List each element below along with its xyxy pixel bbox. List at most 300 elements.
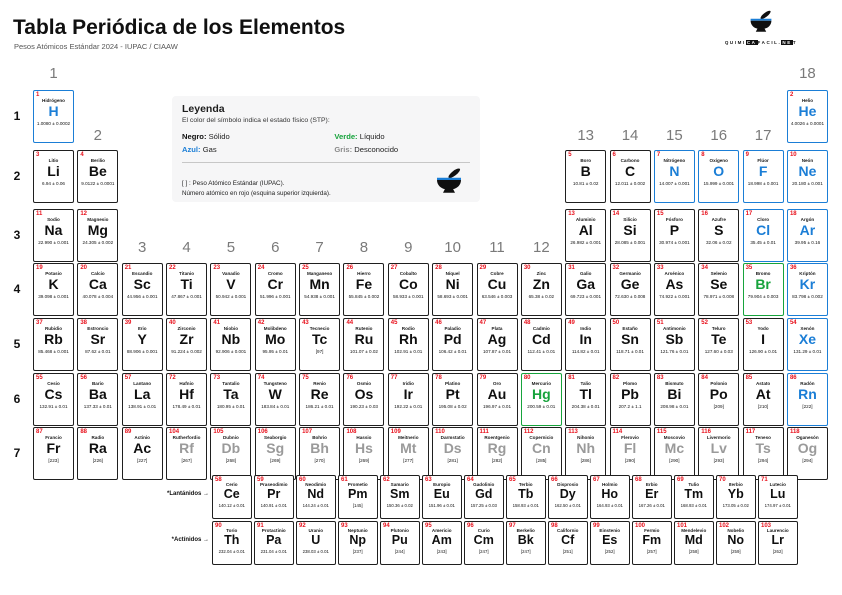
element-cell-Ac	[122, 427, 163, 480]
atomic-number: 109	[390, 428, 401, 435]
element-name: Calcio	[90, 270, 105, 276]
atomic-number: 88	[80, 428, 88, 435]
element-symbol: Cm	[473, 533, 494, 548]
element-cell-Sm	[380, 475, 420, 519]
element-symbol: Np	[349, 533, 367, 548]
element-cell-Sr	[77, 318, 118, 371]
atomic-number: 82	[612, 374, 620, 381]
element-name: Berilio	[90, 157, 105, 163]
atomic-weight: 127.60 ± 0.03	[704, 348, 733, 354]
atomic-weight: 9.0122 ± 0.0001	[81, 180, 115, 186]
element-name: Kriptón	[799, 270, 816, 276]
atomic-weight: [210]	[757, 403, 769, 409]
legend-state-desc: Gas	[202, 145, 217, 154]
atomic-number: 69	[677, 476, 684, 483]
group-label-11: 11	[489, 239, 505, 256]
period-label-2: 2	[13, 169, 21, 183]
element-name: Neón	[801, 157, 814, 163]
group-label-1: 1	[49, 65, 58, 82]
atomic-number: 75	[302, 374, 309, 381]
element-symbol: Sc	[133, 276, 151, 293]
element-cell-Ho	[590, 475, 630, 519]
group-label-13: 13	[577, 127, 595, 144]
element-name: Cerio	[225, 481, 238, 487]
atomic-weight: 190.23 ± 0.03	[349, 403, 378, 409]
atomic-weight: 173.05 ± 0.02	[722, 502, 749, 508]
atomic-number: 92	[299, 522, 306, 529]
lanthanides-label: *Lantánidos →	[166, 491, 209, 497]
atomic-weight: 32.06 ± 0.02	[705, 239, 732, 245]
atomic-weight: [282]	[491, 457, 503, 463]
legend-note-number: Número atómico en rojo (esquina superior izquierda).	[182, 189, 331, 197]
element-name: Plutonio	[390, 527, 409, 533]
element-symbol: Db	[221, 440, 241, 457]
atomic-number: 99	[593, 522, 600, 529]
element-symbol: Am	[431, 533, 452, 548]
element-symbol: U	[311, 533, 321, 548]
element-cell-Ca	[77, 263, 118, 316]
atomic-weight: 183.84 ± 0.01	[261, 403, 290, 409]
atomic-weight: [290]	[624, 457, 636, 463]
element-cell-Ru	[343, 318, 384, 371]
atomic-number: 61	[341, 476, 348, 483]
element-cell-Bk	[506, 521, 546, 565]
element-name: Disprosio	[557, 481, 579, 487]
element-name: Fósforo	[665, 216, 683, 222]
element-name: Rutherfordio	[172, 434, 201, 440]
legend-panel	[172, 96, 480, 202]
group-label-8: 8	[359, 239, 369, 256]
element-cell-Tm	[674, 475, 714, 519]
atomic-weight: 118.71 ± 0.01	[616, 348, 644, 354]
element-name: Iterbio	[728, 481, 743, 487]
atomic-number: 118	[789, 428, 800, 435]
atomic-weight: 44.956 ± 0.001	[126, 293, 158, 299]
element-cell-Zr	[166, 318, 207, 371]
element-cell-Ds	[432, 427, 473, 480]
atomic-number: 3	[36, 151, 40, 158]
atomic-number: 67	[593, 476, 600, 483]
atomic-weight: [243]	[436, 548, 447, 554]
atomic-weight: 102.91 ± 0.01	[394, 348, 423, 354]
element-symbol: Ra	[88, 440, 107, 457]
atomic-weight: 74.922 ± 0.001	[659, 293, 690, 299]
element-name: Germanio	[619, 270, 641, 276]
element-symbol: Pr	[267, 487, 281, 502]
element-symbol: In	[579, 331, 592, 348]
element-name: Yodo	[757, 325, 769, 331]
atomic-weight: 58.933 ± 0.001	[392, 293, 424, 299]
atomic-number: 20	[80, 264, 88, 271]
element-symbol: Ti	[180, 276, 193, 293]
atomic-weight: 107.87 ± 0.01	[482, 348, 512, 354]
element-name: Silicio	[623, 216, 637, 222]
element-symbol: Mt	[400, 440, 417, 457]
atomic-number: 59	[257, 476, 264, 483]
atomic-weight: 24.305 ± 0.002	[82, 239, 114, 245]
atomic-weight: 131.29 ± 0.01	[793, 348, 822, 354]
element-name: Californio	[557, 527, 579, 533]
atomic-number: 115	[656, 428, 667, 435]
element-name: Plata	[491, 325, 503, 331]
element-symbol: Dy	[559, 487, 576, 502]
element-name: Flerovio	[621, 434, 639, 440]
element-symbol: Ho	[601, 487, 619, 502]
atomic-number: 23	[213, 264, 221, 271]
atomic-number: 54	[789, 319, 797, 326]
element-cell-H	[33, 90, 74, 143]
element-cell-Hg	[521, 373, 562, 426]
element-cell-Nh	[565, 427, 606, 480]
element-symbol: V	[226, 276, 236, 293]
element-symbol: Ni	[445, 276, 460, 293]
atomic-number: 32	[612, 264, 620, 271]
atomic-number: 17	[745, 210, 753, 217]
element-name: Magnesio	[87, 216, 109, 222]
element-name: Laurencio	[766, 527, 789, 533]
atomic-weight: [277]	[403, 457, 414, 463]
atomic-weight: 30.974 ± 0.001	[659, 239, 690, 245]
element-name: Arsénico	[664, 270, 685, 276]
atomic-weight: 47.867 ± 0.001	[171, 293, 202, 299]
atomic-number: 117	[745, 428, 756, 435]
element-name: Rutenio	[355, 325, 373, 331]
element-cell-Ta	[210, 373, 251, 426]
element-name: Radio	[91, 434, 105, 440]
element-symbol: Cu	[487, 276, 507, 293]
element-name: Rubidio	[44, 325, 63, 331]
atomic-number: 101	[677, 522, 688, 529]
element-symbol: Tl	[579, 386, 592, 403]
atomic-weight: 6.94 ± 0.06	[42, 180, 65, 186]
element-name: Talio	[580, 380, 591, 386]
atomic-number: 76	[346, 374, 354, 381]
element-symbol: Cd	[532, 331, 551, 348]
atomic-weight: 28.085 ± 0.001	[614, 239, 646, 245]
atomic-number: 35	[745, 264, 753, 271]
element-cell-Cd	[521, 318, 562, 371]
element-symbol: H	[48, 103, 59, 120]
element-name: Gadolinio	[473, 481, 495, 487]
atomic-number: 113	[568, 428, 578, 435]
element-cell-Co	[388, 263, 429, 316]
atomic-weight: 72.630 ± 0.008	[614, 293, 646, 299]
element-symbol: Ir	[403, 386, 413, 403]
element-symbol: N	[669, 163, 680, 180]
atomic-number: 31	[568, 264, 575, 271]
element-cell-Cm	[464, 521, 504, 565]
atomic-number: 27	[390, 264, 398, 271]
atomic-weight: 151.96 ± 0.01	[428, 502, 455, 508]
element-cell-Nb	[210, 318, 251, 371]
atomic-weight: [258]	[688, 548, 699, 554]
element-cell-Bh	[299, 427, 340, 480]
element-symbol: Zr	[179, 331, 194, 348]
atomic-weight: 137.33 ± 0.01	[83, 403, 112, 409]
atomic-weight: 55.845 ± 0.002	[348, 293, 380, 299]
element-cell-Cr	[255, 263, 296, 316]
element-name: Escandio	[131, 270, 153, 276]
atomic-number: 79	[479, 374, 487, 381]
atomic-weight: 174.97 ± 0.01	[764, 502, 791, 508]
element-cell-Hs	[343, 427, 384, 480]
element-cell-Po	[698, 373, 739, 426]
element-name: Manganeso	[306, 270, 333, 276]
logo-segment: NE	[782, 40, 792, 45]
atomic-weight: 126.90 ± 0.01	[749, 348, 778, 354]
element-name: Platino	[444, 380, 461, 386]
element-symbol: Er	[645, 487, 659, 502]
element-name: Samario	[390, 481, 409, 487]
group-label-10: 10	[444, 239, 461, 256]
element-symbol: Po	[709, 386, 728, 403]
logo-text	[702, 40, 820, 45]
element-symbol: Hg	[532, 386, 551, 403]
element-symbol: Ag	[487, 331, 507, 348]
element-cell-Rn	[787, 373, 828, 426]
element-name: Molibdeno	[263, 325, 287, 331]
element-name: Bismuto	[665, 380, 684, 386]
element-name: Livermorio	[706, 434, 731, 440]
element-name: Hafnio	[179, 380, 194, 386]
element-cell-Cs	[33, 373, 74, 426]
element-name: Hassio	[356, 434, 372, 440]
period-label-5: 5	[13, 337, 21, 351]
atomic-number: 83	[656, 374, 664, 381]
element-name: Oxígeno	[709, 157, 728, 163]
element-cell-Pb	[610, 373, 651, 426]
element-cell-Eu	[422, 475, 462, 519]
element-symbol: Si	[623, 222, 637, 239]
atomic-number: 41	[213, 319, 221, 326]
element-name: Americio	[431, 527, 452, 533]
atomic-weight: 162.50 ± 0.01	[554, 502, 581, 508]
atomic-weight: 150.36 ± 0.02	[386, 502, 413, 508]
legend-state-label: Gris:	[334, 145, 353, 154]
element-symbol: Co	[398, 276, 418, 293]
element-cell-I	[743, 318, 784, 371]
atomic-number: 60	[299, 476, 306, 483]
element-name: Darmstatio	[440, 434, 465, 440]
atomic-number: 81	[568, 374, 575, 381]
element-symbol: Rn	[798, 386, 817, 403]
element-cell-V	[210, 263, 251, 316]
element-name: Seaborgio	[264, 434, 287, 440]
element-cell-Ti	[166, 263, 207, 316]
atomic-number: 86	[789, 374, 797, 381]
atomic-number: 111	[479, 428, 489, 435]
element-symbol: Kr	[799, 276, 816, 293]
element-cell-Ne	[787, 150, 828, 203]
atomic-number: 55	[36, 374, 43, 381]
atomic-weight: [222]	[802, 403, 813, 409]
element-name: Astato	[755, 380, 771, 386]
element-name: Berkelio	[516, 527, 535, 533]
atomic-weight: 207.2 ± 1.1	[618, 403, 642, 409]
atomic-number: 107	[302, 428, 313, 435]
atomic-weight: [262]	[772, 548, 783, 554]
element-name: Aluminio	[575, 216, 596, 222]
atomic-weight: 164.93 ± 0.01	[596, 502, 623, 508]
atomic-weight: 12.011 ± 0.002	[614, 180, 646, 186]
element-name: Praseodimio	[259, 481, 288, 487]
atomic-weight: [252]	[604, 548, 615, 554]
element-symbol: Mn	[309, 276, 330, 293]
element-name: Polonio	[710, 380, 728, 386]
group-label-12: 12	[533, 239, 550, 256]
element-name: Uranio	[308, 527, 324, 533]
element-symbol: C	[624, 163, 636, 180]
atomic-weight: 200.59 ± 0.01	[527, 403, 556, 409]
atomic-weight: 20.180 ± 0.001	[792, 180, 823, 186]
atomic-weight: 50.942 ± 0.001	[215, 293, 247, 299]
group-label-18: 18	[799, 65, 816, 82]
element-symbol: Ta	[223, 386, 239, 403]
element-cell-N	[654, 150, 695, 203]
atomic-number: 30	[523, 264, 531, 271]
element-symbol: Cs	[44, 386, 63, 403]
atomic-weight: [293]	[713, 457, 724, 463]
element-cell-Md	[674, 521, 714, 565]
element-name: Azufre	[711, 216, 726, 222]
legend-state-gas	[182, 145, 324, 154]
element-symbol: Cl	[756, 222, 771, 239]
element-symbol: Mo	[265, 331, 286, 348]
atomic-number: 13	[568, 210, 575, 217]
element-name: Curio	[477, 527, 490, 533]
element-cell-Am	[422, 521, 462, 565]
element-name: Paladio	[444, 325, 461, 331]
legend-title: Leyenda	[182, 103, 225, 115]
atomic-weight: 18.998 ± 0.001	[747, 180, 779, 186]
atomic-weight: 63.546 ± 0.003	[481, 293, 513, 299]
element-symbol: Li	[47, 163, 60, 180]
atomic-number: 36	[789, 264, 797, 271]
atomic-weight: 114.82 ± 0.01	[571, 348, 600, 354]
atomic-number: 114	[612, 428, 623, 435]
atomic-number: 19	[36, 264, 43, 271]
atomic-number: 25	[302, 264, 309, 271]
element-symbol: Ga	[576, 276, 596, 293]
element-symbol: Ge	[620, 276, 640, 293]
element-symbol: Og	[797, 440, 818, 457]
element-cell-Y	[122, 318, 163, 371]
element-symbol: Ac	[133, 440, 152, 457]
atomic-weight: [227]	[137, 457, 148, 463]
element-name: Erbio	[645, 481, 658, 487]
element-name: Helio	[801, 97, 814, 103]
logo-segment: CA	[746, 40, 757, 45]
atomic-number: 18	[789, 210, 797, 217]
element-symbol: Ce	[223, 487, 240, 502]
element-symbol: Bi	[667, 386, 682, 403]
element-symbol: Fm	[642, 533, 662, 548]
atomic-weight: 112.41 ± 0.01	[527, 348, 556, 354]
atomic-number: 12	[80, 210, 88, 217]
atomic-weight: 22.990 ± 0.001	[38, 239, 69, 245]
atomic-weight: [244]	[394, 548, 405, 554]
legend-state-unknown	[334, 145, 470, 154]
element-cell-C	[610, 150, 651, 203]
atomic-number: 108	[346, 428, 357, 435]
atomic-number: 104	[169, 428, 180, 435]
element-cell-Na	[33, 209, 74, 262]
atomic-number: 64	[467, 476, 474, 483]
element-symbol: Se	[710, 276, 728, 293]
legend-note-weight: [ ] : Peso Atómico Estándar (IUPAC).	[182, 180, 285, 187]
atomic-weight: 91.224 ± 0.002	[171, 348, 202, 354]
element-cell-Ir	[388, 373, 429, 426]
element-name: Nitrógeno	[663, 157, 686, 163]
mortar-pestle-icon	[748, 21, 774, 38]
element-name: Cloro	[757, 216, 770, 222]
group-label-9: 9	[404, 239, 413, 256]
atomic-weight: [257]	[646, 548, 657, 554]
element-cell-La	[122, 373, 163, 426]
element-name: Plomo	[623, 380, 638, 386]
atomic-number: 94	[383, 522, 390, 529]
element-name: Bohrio	[312, 434, 327, 440]
group-label-17: 17	[754, 127, 772, 144]
element-name: Cobre	[490, 270, 504, 276]
element-symbol: F	[758, 163, 768, 180]
element-symbol: Nh	[576, 440, 596, 457]
element-cell-K	[33, 263, 74, 316]
atomic-weight: [269]	[358, 457, 370, 463]
element-name: Einstenio	[599, 527, 621, 533]
element-symbol: W	[268, 386, 282, 403]
element-cell-Rb	[33, 318, 74, 371]
atomic-number: 57	[124, 374, 132, 381]
page-subtitle: Pesos Atómicos Estándar 2024 - IUPAC / CIAAW	[14, 42, 178, 51]
atomic-number: 10	[789, 151, 797, 158]
element-name: Protactinio	[261, 527, 286, 533]
element-cell-Ag	[477, 318, 518, 371]
element-cell-Es	[590, 521, 630, 565]
element-symbol: Md	[684, 533, 703, 548]
element-symbol: Cf	[561, 533, 575, 548]
atomic-number: 103	[761, 522, 772, 529]
element-name: Prometio	[347, 481, 368, 487]
atomic-number: 58	[215, 476, 222, 483]
element-symbol: Nb	[221, 331, 241, 348]
atomic-weight: [286]	[580, 457, 591, 463]
element-symbol: Yb	[727, 487, 744, 502]
element-cell-Cn	[521, 427, 562, 480]
element-name: Flúor	[757, 157, 769, 163]
atomic-weight: 26.982 ± 0.001	[570, 239, 601, 245]
element-symbol: Ne	[798, 163, 817, 180]
element-symbol: As	[665, 276, 684, 293]
element-name: Nobelio	[727, 527, 745, 533]
element-cell-Ar	[787, 209, 828, 262]
element-cell-Hf	[166, 373, 207, 426]
group-label-4: 4	[182, 239, 191, 256]
element-cell-Tl	[565, 373, 606, 426]
element-symbol: Gd	[475, 487, 493, 502]
atomic-number: 97	[509, 522, 516, 529]
element-symbol: No	[727, 533, 745, 548]
element-symbol: Ar	[799, 222, 816, 239]
atomic-weight: [294]	[757, 457, 769, 463]
element-name: Vanadio	[222, 270, 240, 276]
element-cell-Xe	[787, 318, 828, 371]
atomic-weight: 231.04 ± 0.01	[260, 548, 287, 554]
element-name: Terbio	[518, 481, 533, 487]
element-symbol: Lu	[770, 487, 786, 502]
element-cell-U	[296, 521, 336, 565]
atomic-number: 53	[745, 319, 753, 326]
